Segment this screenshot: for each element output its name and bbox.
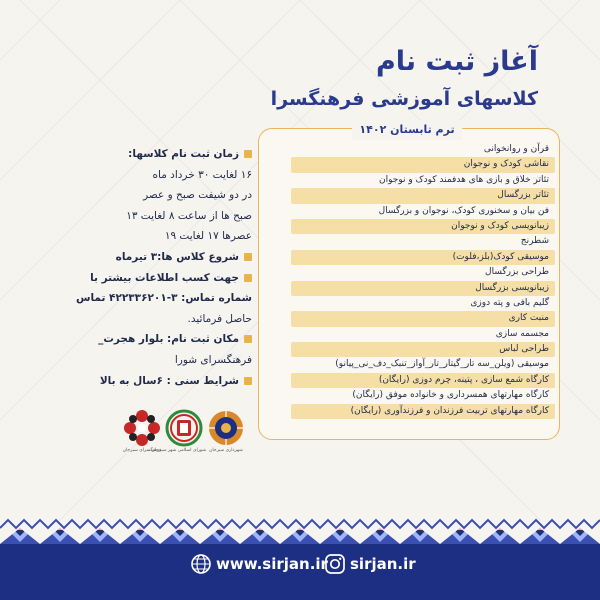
age-requirement-text: شرایط سنی : ۶سال به بالا: [99, 374, 239, 387]
list-item: طراحی بزرگسال: [485, 267, 549, 278]
page-title: آغاز ثبت نام: [376, 46, 538, 77]
list-item: طراحی لباس: [291, 342, 555, 357]
list-item: مجسمه سازی: [495, 328, 549, 339]
bullet-icon: [244, 274, 252, 282]
globe-icon: [190, 553, 212, 575]
location: [26, 329, 252, 350]
list-item: نقاشی کودک و نوجوان: [291, 157, 555, 172]
cultural-center-emblem-icon: [122, 408, 162, 448]
list-item: تئاتر بزرگسال: [291, 188, 555, 203]
term-badge: ترم تابستان ۱۴۰۲: [352, 120, 462, 140]
reg-time-heading: [26, 144, 252, 165]
logo-caption: شورای اسلامی شهر سیرجان: [151, 448, 206, 453]
website-link[interactable]: www.sirjan.ir: [216, 555, 328, 573]
list-item: فن بیان و سخنوری کودک، نوجوان و بزرگسال: [378, 205, 549, 216]
list-item: شطرنج: [520, 236, 549, 247]
phone-number: شماره تماس: ۳-۴۲۲۳۳۶۲۰۱ تماس: [75, 292, 252, 305]
list-item: موسیقی (ویلن_سه تار_گیتار_تار_آواز_تنبک_دف_نی_پیانو): [335, 359, 549, 370]
location-text: مکان ثبت نام: بلوار هجرت_: [98, 333, 239, 346]
bullet-icon: [244, 377, 252, 385]
reg-time-line: در دو شیفت صبح و عصر: [143, 189, 252, 202]
list-item: گلیم بافی و پته دوزی: [470, 297, 549, 308]
list-item: زیبانویسی بزرگسال: [291, 281, 555, 296]
start-date: [26, 247, 252, 268]
registration-info: [26, 144, 252, 391]
start-date-text: شروع کلاس ها:۳ تیرماه: [115, 250, 239, 263]
reg-time-line: ۱۶ لغایت ۳۰ خرداد ماه: [152, 168, 252, 181]
logo-caption: فرهنگسرای سیرجان: [122, 448, 162, 453]
logo-caption: شهرداری سیرجان: [209, 448, 243, 453]
list-item: منبت کاری: [291, 311, 555, 326]
reg-time-heading-text: زمان ثبت نام کلاسها:: [128, 148, 239, 160]
location-cont: فرهنگسرای شورا: [174, 353, 252, 366]
more-info-text: جهت کسب اطلاعات بیشتر با: [90, 271, 239, 284]
page-subtitle: کلاسهای آموزشی فرهنگسرا: [270, 88, 538, 110]
list-item: کارگاه شمع سازی ، پتینه، چرم دوزی (رایگان): [291, 373, 555, 388]
reg-time-line: صبح ها از ساعت ۸ لغایت ۱۳: [126, 209, 252, 222]
age-requirement: [26, 371, 252, 392]
more-info: [26, 268, 252, 289]
logo-row: [120, 408, 250, 458]
reg-time-line: عصرها ۱۷ لغایت ۱۹: [164, 230, 252, 243]
bullet-icon: [244, 335, 252, 343]
list-item: موسیقی کودک(بلز،فلوت): [291, 250, 555, 265]
bullet-icon: [244, 150, 252, 158]
social-link[interactable]: sirjan.ir: [350, 555, 416, 573]
list-item: کارگاه مهارتهای همسرداری و خانواده موفق (رایگان): [352, 390, 549, 401]
phone-number-cont: حاصل فرمائید.: [187, 312, 252, 325]
bullet-icon: [244, 253, 252, 261]
list-item: کارگاه مهارتهای تربیت فرزندان و فرزندآوری (رایگان): [291, 404, 555, 419]
municipality-emblem-icon: [206, 408, 246, 448]
list-item: قرآن و روانخوانی: [483, 144, 549, 154]
list-item: تئاتر خلاق و بازی های هدفمند کودک و نوجوان: [379, 174, 549, 185]
instagram-icon: [324, 553, 346, 575]
list-item: زیبانویسی کودک و نوجوان: [291, 219, 555, 234]
city-council-emblem-icon: [164, 408, 204, 448]
course-list: [258, 128, 560, 440]
